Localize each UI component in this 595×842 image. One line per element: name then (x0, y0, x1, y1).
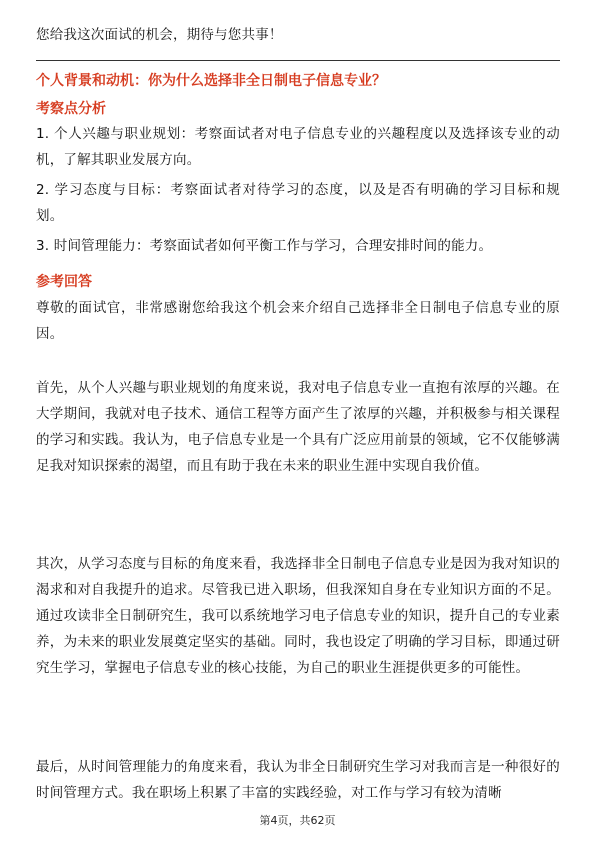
analysis-point-2: 2. 学习态度与目标：考察面试者对待学习的态度，以及是否有明确的学习目标和规划。 (36, 182, 560, 224)
page-number: 第4页，共62页 (259, 814, 336, 827)
answer-paragraph-1: 尊敬的面试官，非常感谢您给我这个机会来介绍自己选择非全日制电子信息专业的原因。 (36, 300, 560, 342)
answer-heading: 参考回答 (36, 274, 92, 290)
analysis-heading: 考察点分析 (36, 101, 106, 117)
analysis-point-1: 1. 个人兴趣与职业规划：考察面试者对电子信息专业的兴趣程度以及选择该专业的动机，了解其职业发展方向。 (36, 126, 560, 168)
answer-paragraph-4: 最后，从时间管理能力的角度来看，我认为非全日制研究生学习对我而言是一种很好的时间管理方式。我在职场上积累了丰富的实践经验，对工作与学习有较为清晰 (36, 759, 560, 801)
intro-line: 您给我这次面试的机会，期待与您共事！ (36, 27, 283, 43)
answer-paragraph-3: 其次，从学习态度与目标的角度来看，我选择非全日制电子信息专业是因为我对知识的渴求和对自我提升的追求。尽管我已进入职场，但我深知自身在专业知识方面的不足。通过攻读非全日制研究生，我可以系统地学习电子信息专业的知识，提升自己的专业素养，为未来的职业发展奠定坚实的基础。同时，我也设定了明确的学习目标，即通过研究生学习，掌握电子信息专业的核心技能，为自己的职业生涯提供更多的可能性。 (36, 556, 560, 676)
question-title: 个人背景和动机：你为什么选择非全日制电子信息专业？ (36, 73, 386, 89)
answer-paragraph-2: 首先，从个人兴趣与职业规划的角度来说，我对电子信息专业一直抱有浓厚的兴趣。在大学期间，我就对电子技术、通信工程等方面产生了浓厚的兴趣，并积极参与相关课程的学习和实践。我认为，电子信息专业是一个具有广泛应用前景的领域，它不仅能够满足我对知识探索的渴望，而且有助于我在未来的职业生涯中实现自我价值。 (36, 380, 560, 474)
section-divider (36, 60, 560, 61)
analysis-point-3: 3. 时间管理能力：考察面试者如何平衡工作与学习，合理安排时间的能力。 (36, 238, 493, 254)
